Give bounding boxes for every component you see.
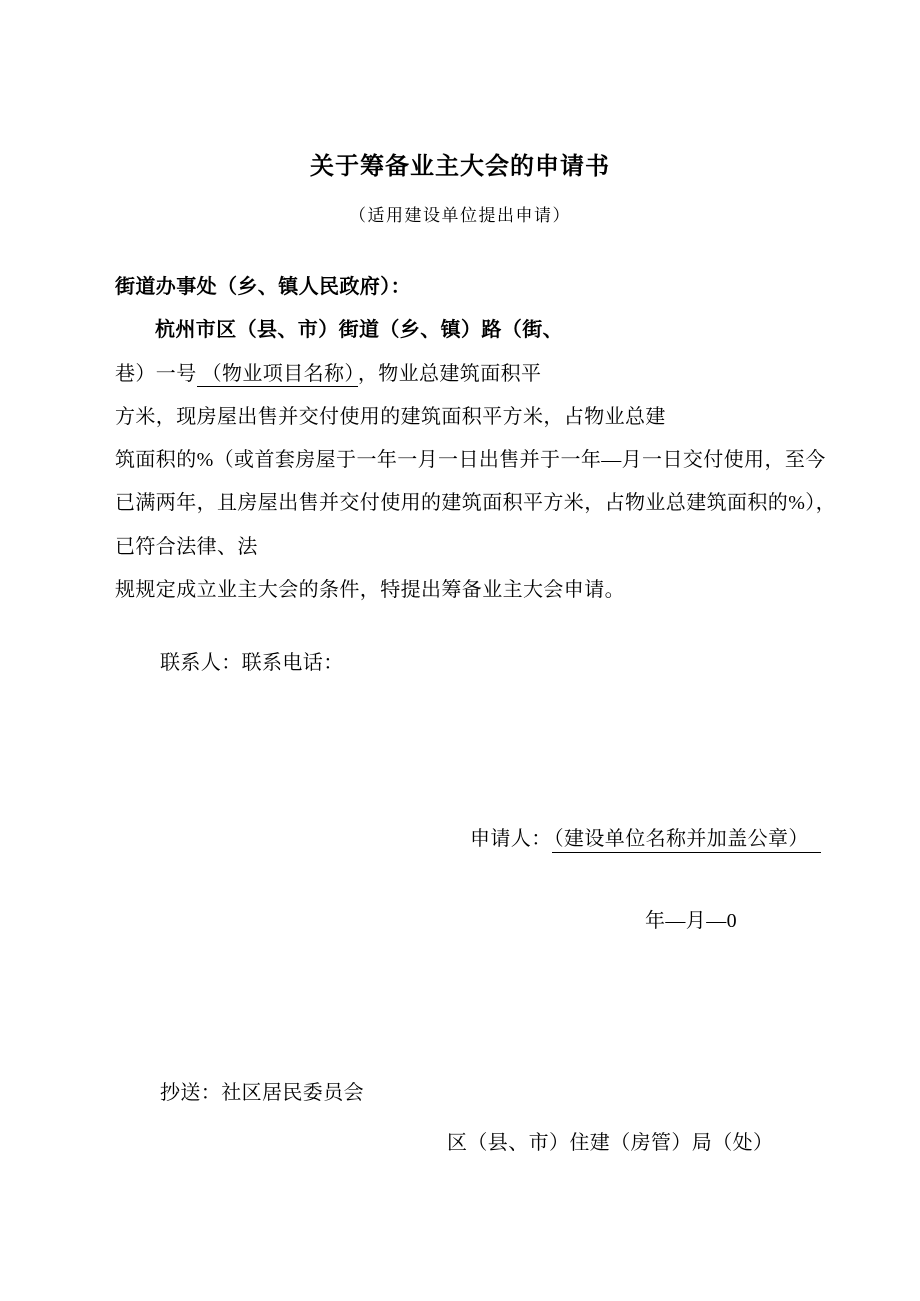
body-line-project-pre: 巷）一号 [115,362,197,385]
contact-line: 联系人：联系电话： [160,652,344,674]
project-name-blank: （物业项目名称） [197,363,358,387]
body-line-area: 方米，现房屋出售并交付使用的建筑面积平方米，占物业总建 [115,405,666,428]
body-line-request: 规规定成立业主大会的条件，特提出筹备业主大会申请。 [115,579,625,602]
document-body [115,266,837,612]
applicant-line [470,826,821,852]
bureau-line: 区（县、市）住建（房管）局（处） [447,1132,774,1154]
cc-line: 抄送：社区居民委员会 [160,1082,364,1104]
applicant-label: 申请人： [470,828,552,850]
body-line-project-post: ，物业总建筑面积平 [357,362,542,385]
body-line-percentage: 筑面积的%（或首套房屋于一年一月一日出售并于一年—月一日交付使用，至今 [115,449,826,472]
document-title: 关于筹备业主大会的申请书 [310,153,610,180]
salutation-line: 街道办事处（乡、镇人民政府）： [115,276,411,298]
body-line-project [115,353,821,396]
body-line-address: 杭州市区（县、市）街道（乡、镇）路（街、 [155,319,563,342]
date-line: 年—月—0 [645,910,737,932]
body-line-two-years: 已满两年，且房屋出售并交付使用的建筑面积平方米，占物业总建筑面积的%）， [115,492,837,515]
body-line-law: 已符合法律、法 [115,535,258,558]
applicant-seal-blank: （建设单位名称并加盖公章） [552,828,821,853]
document-subtitle: （适用建设单位提出申请） [349,206,571,225]
